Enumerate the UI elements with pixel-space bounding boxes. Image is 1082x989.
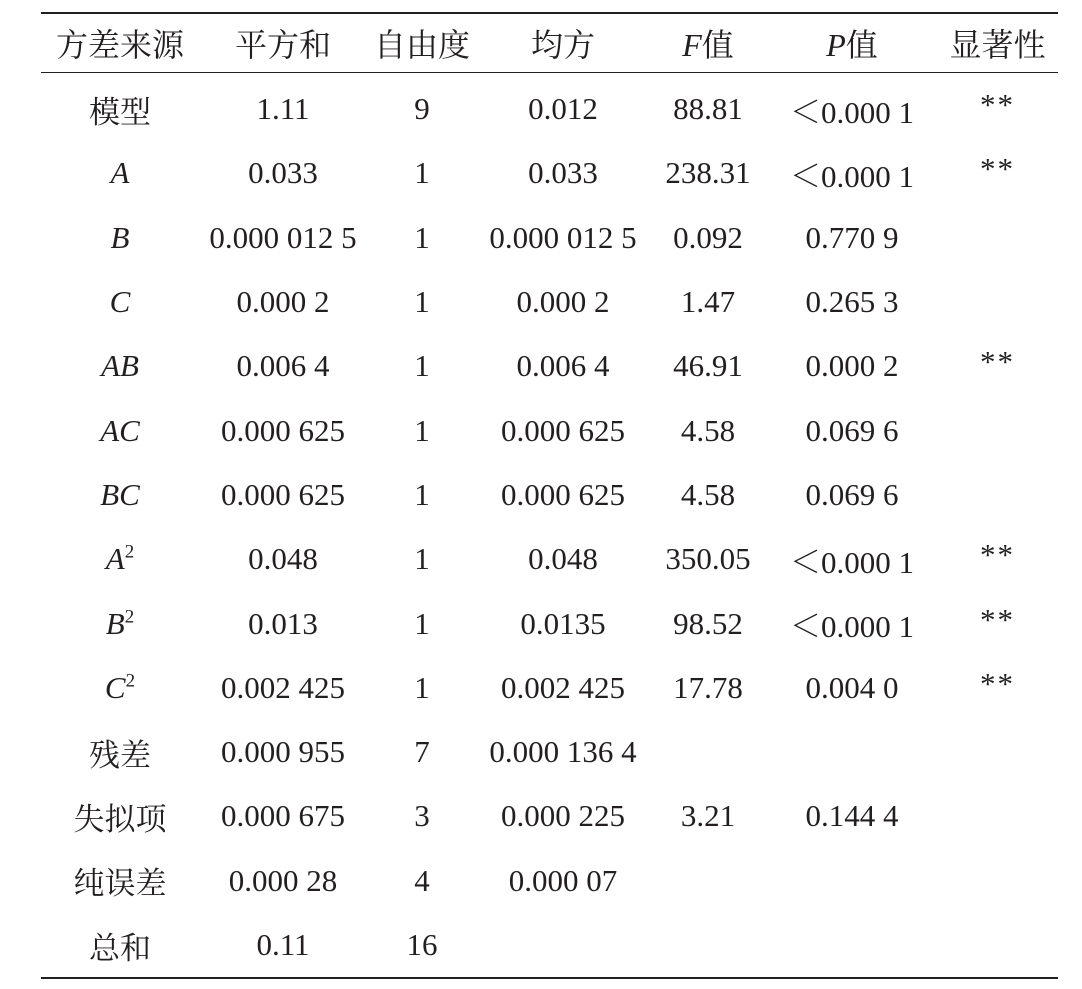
cell-mean-square bbox=[477, 913, 649, 978]
anova-table bbox=[41, 12, 1058, 979]
table-row bbox=[41, 656, 1058, 720]
cell-significance: ** bbox=[980, 665, 1015, 701]
cell-degrees-of-freedom: 1 bbox=[414, 669, 430, 705]
table-header bbox=[41, 13, 1058, 73]
cell-sum-of-squares: 0.002 425 bbox=[221, 669, 345, 705]
cell-mean-square: 0.000 07 bbox=[508, 862, 618, 898]
cell-significance: ** bbox=[980, 601, 1015, 637]
cell-sum-of-squares: 0.048 bbox=[248, 541, 318, 577]
cell-mean-square: 0.000 2 bbox=[516, 284, 610, 320]
cell-sum-of-squares: 0.000 955 bbox=[221, 734, 345, 770]
cell-degrees-of-freedom: 1 bbox=[414, 155, 430, 191]
cell-f-value: 4.58 bbox=[680, 476, 736, 512]
cell-sum-of-squares: 0.000 675 bbox=[221, 798, 345, 834]
table-row bbox=[41, 73, 1058, 142]
cell-degrees-of-freedom: 1 bbox=[414, 605, 430, 641]
table-row bbox=[41, 720, 1058, 784]
cell-significance bbox=[937, 784, 1058, 848]
cell-significance bbox=[937, 270, 1058, 334]
cell-significance bbox=[937, 849, 1058, 913]
cell-p-value: 0.069 6 bbox=[805, 476, 899, 512]
cell-degrees-of-freedom: 3 bbox=[414, 798, 430, 834]
cell-mean-square: 0.006 4 bbox=[516, 348, 610, 384]
table-row bbox=[41, 527, 1058, 591]
cell-significance bbox=[937, 206, 1058, 270]
cell-mean-square: 0.048 bbox=[528, 541, 598, 577]
table-row bbox=[41, 270, 1058, 334]
header-significance: 显著性 bbox=[937, 13, 1058, 73]
cell-p-value bbox=[767, 720, 937, 784]
cell-p-value: ＜0.000 1 bbox=[790, 544, 914, 580]
table-row bbox=[41, 913, 1058, 978]
table-row bbox=[41, 591, 1058, 655]
cell-f-value bbox=[649, 720, 767, 784]
cell-p-value bbox=[767, 913, 937, 978]
cell-f-value: 238.31 bbox=[665, 155, 751, 191]
cell-significance bbox=[937, 463, 1058, 527]
cell-p-value: 0.069 6 bbox=[805, 412, 899, 448]
cell-degrees-of-freedom: 1 bbox=[414, 284, 430, 320]
cell-f-value: 1.47 bbox=[680, 284, 736, 320]
cell-p-value: 0.144 4 bbox=[805, 798, 899, 834]
table-row bbox=[41, 398, 1058, 462]
cell-significance bbox=[937, 720, 1058, 784]
cell-f-value: 46.91 bbox=[673, 348, 743, 384]
cell-degrees-of-freedom: 7 bbox=[414, 734, 430, 770]
cell-source: A bbox=[110, 155, 130, 191]
cell-source: C bbox=[109, 284, 131, 320]
cell-sum-of-squares: 0.000 012 5 bbox=[209, 219, 357, 255]
cell-source: 失拟项 bbox=[73, 801, 167, 837]
cell-f-value bbox=[649, 849, 767, 913]
cell-source: $A^2$ bbox=[105, 541, 135, 577]
cell-degrees-of-freedom: 1 bbox=[414, 476, 430, 512]
cell-mean-square: 0.000 625 bbox=[501, 476, 625, 512]
cell-source: BC bbox=[100, 476, 140, 512]
cell-p-value: 0.000 2 bbox=[805, 348, 899, 384]
cell-sum-of-squares: 0.000 28 bbox=[228, 862, 338, 898]
cell-source: 纯误差 bbox=[73, 866, 167, 902]
cell-mean-square: 0.002 425 bbox=[501, 669, 625, 705]
cell-source: AC bbox=[100, 412, 140, 448]
cell-f-value: 98.52 bbox=[673, 605, 743, 641]
cell-p-value: ＜0.000 1 bbox=[790, 94, 914, 130]
cell-degrees-of-freedom: 9 bbox=[414, 91, 430, 127]
table-row bbox=[41, 334, 1058, 398]
cell-p-value: ＜0.000 1 bbox=[790, 609, 914, 645]
cell-sum-of-squares: 0.11 bbox=[256, 927, 310, 962]
cell-degrees-of-freedom: 1 bbox=[414, 412, 430, 448]
cell-sum-of-squares: 1.11 bbox=[256, 91, 310, 127]
cell-p-value: 0.265 3 bbox=[805, 284, 899, 320]
cell-mean-square: 0.000 012 5 bbox=[489, 219, 637, 255]
table-row bbox=[41, 849, 1058, 913]
cell-sum-of-squares: 0.006 4 bbox=[236, 348, 330, 384]
table-row bbox=[41, 206, 1058, 270]
cell-significance: ** bbox=[980, 537, 1015, 573]
cell-sum-of-squares: 0.000 625 bbox=[221, 412, 345, 448]
cell-f-value: 17.78 bbox=[673, 669, 743, 705]
cell-degrees-of-freedom: 4 bbox=[414, 862, 430, 898]
table-body bbox=[41, 73, 1058, 979]
cell-f-value: 4.58 bbox=[680, 412, 736, 448]
cell-mean-square: 0.000 625 bbox=[501, 412, 625, 448]
cell-sum-of-squares: 0.033 bbox=[248, 155, 318, 191]
cell-degrees-of-freedom: 1 bbox=[414, 348, 430, 384]
cell-p-value: 0.770 9 bbox=[805, 219, 899, 255]
cell-degrees-of-freedom: 1 bbox=[414, 219, 430, 255]
cell-significance bbox=[937, 913, 1058, 978]
cell-sum-of-squares: 0.000 625 bbox=[221, 476, 345, 512]
cell-mean-square: 0.012 bbox=[528, 91, 598, 127]
cell-sum-of-squares: 0.013 bbox=[248, 605, 318, 641]
cell-p-value: 0.004 0 bbox=[805, 669, 899, 705]
cell-source: 总和 bbox=[89, 930, 151, 966]
cell-f-value: 0.092 bbox=[673, 219, 743, 255]
cell-degrees-of-freedom: 1 bbox=[414, 541, 430, 577]
header-mean-square: 均方 bbox=[477, 13, 649, 73]
cell-significance bbox=[937, 398, 1058, 462]
cell-significance: ** bbox=[980, 87, 1015, 123]
table-row bbox=[41, 141, 1058, 205]
cell-f-value: 350.05 bbox=[665, 541, 751, 577]
cell-significance: ** bbox=[980, 151, 1015, 187]
cell-f-value bbox=[649, 913, 767, 978]
cell-mean-square: 0.000 136 4 bbox=[489, 734, 637, 770]
cell-source: AB bbox=[101, 348, 139, 384]
cell-f-value: 3.21 bbox=[680, 798, 736, 834]
cell-mean-square: 0.033 bbox=[528, 155, 598, 191]
cell-source: $B^2$ bbox=[105, 605, 135, 641]
cell-source: 模型 bbox=[89, 94, 151, 130]
cell-degrees-of-freedom: 16 bbox=[406, 927, 438, 962]
header-degrees-of-freedom: 自由度 bbox=[367, 13, 477, 73]
cell-f-value: 88.81 bbox=[673, 91, 743, 127]
cell-sum-of-squares: 0.000 2 bbox=[236, 284, 330, 320]
anova-table-container bbox=[41, 12, 1058, 979]
cell-mean-square: 0.0135 bbox=[520, 605, 606, 641]
header-p-value: P值 bbox=[767, 13, 937, 73]
header-row bbox=[41, 13, 1058, 73]
table-row bbox=[41, 784, 1058, 848]
cell-p-value bbox=[767, 849, 937, 913]
cell-source: 残差 bbox=[89, 737, 151, 773]
table-row bbox=[41, 463, 1058, 527]
header-sum-of-squares: 平方和 bbox=[199, 13, 367, 73]
cell-significance: ** bbox=[980, 344, 1015, 380]
cell-source: $C^2$ bbox=[104, 669, 136, 705]
cell-mean-square: 0.000 225 bbox=[501, 798, 625, 834]
header-source: 方差来源 bbox=[41, 13, 199, 73]
header-f-value: F值 bbox=[649, 13, 767, 73]
cell-p-value: ＜0.000 1 bbox=[790, 158, 914, 194]
cell-source: B bbox=[110, 219, 130, 255]
